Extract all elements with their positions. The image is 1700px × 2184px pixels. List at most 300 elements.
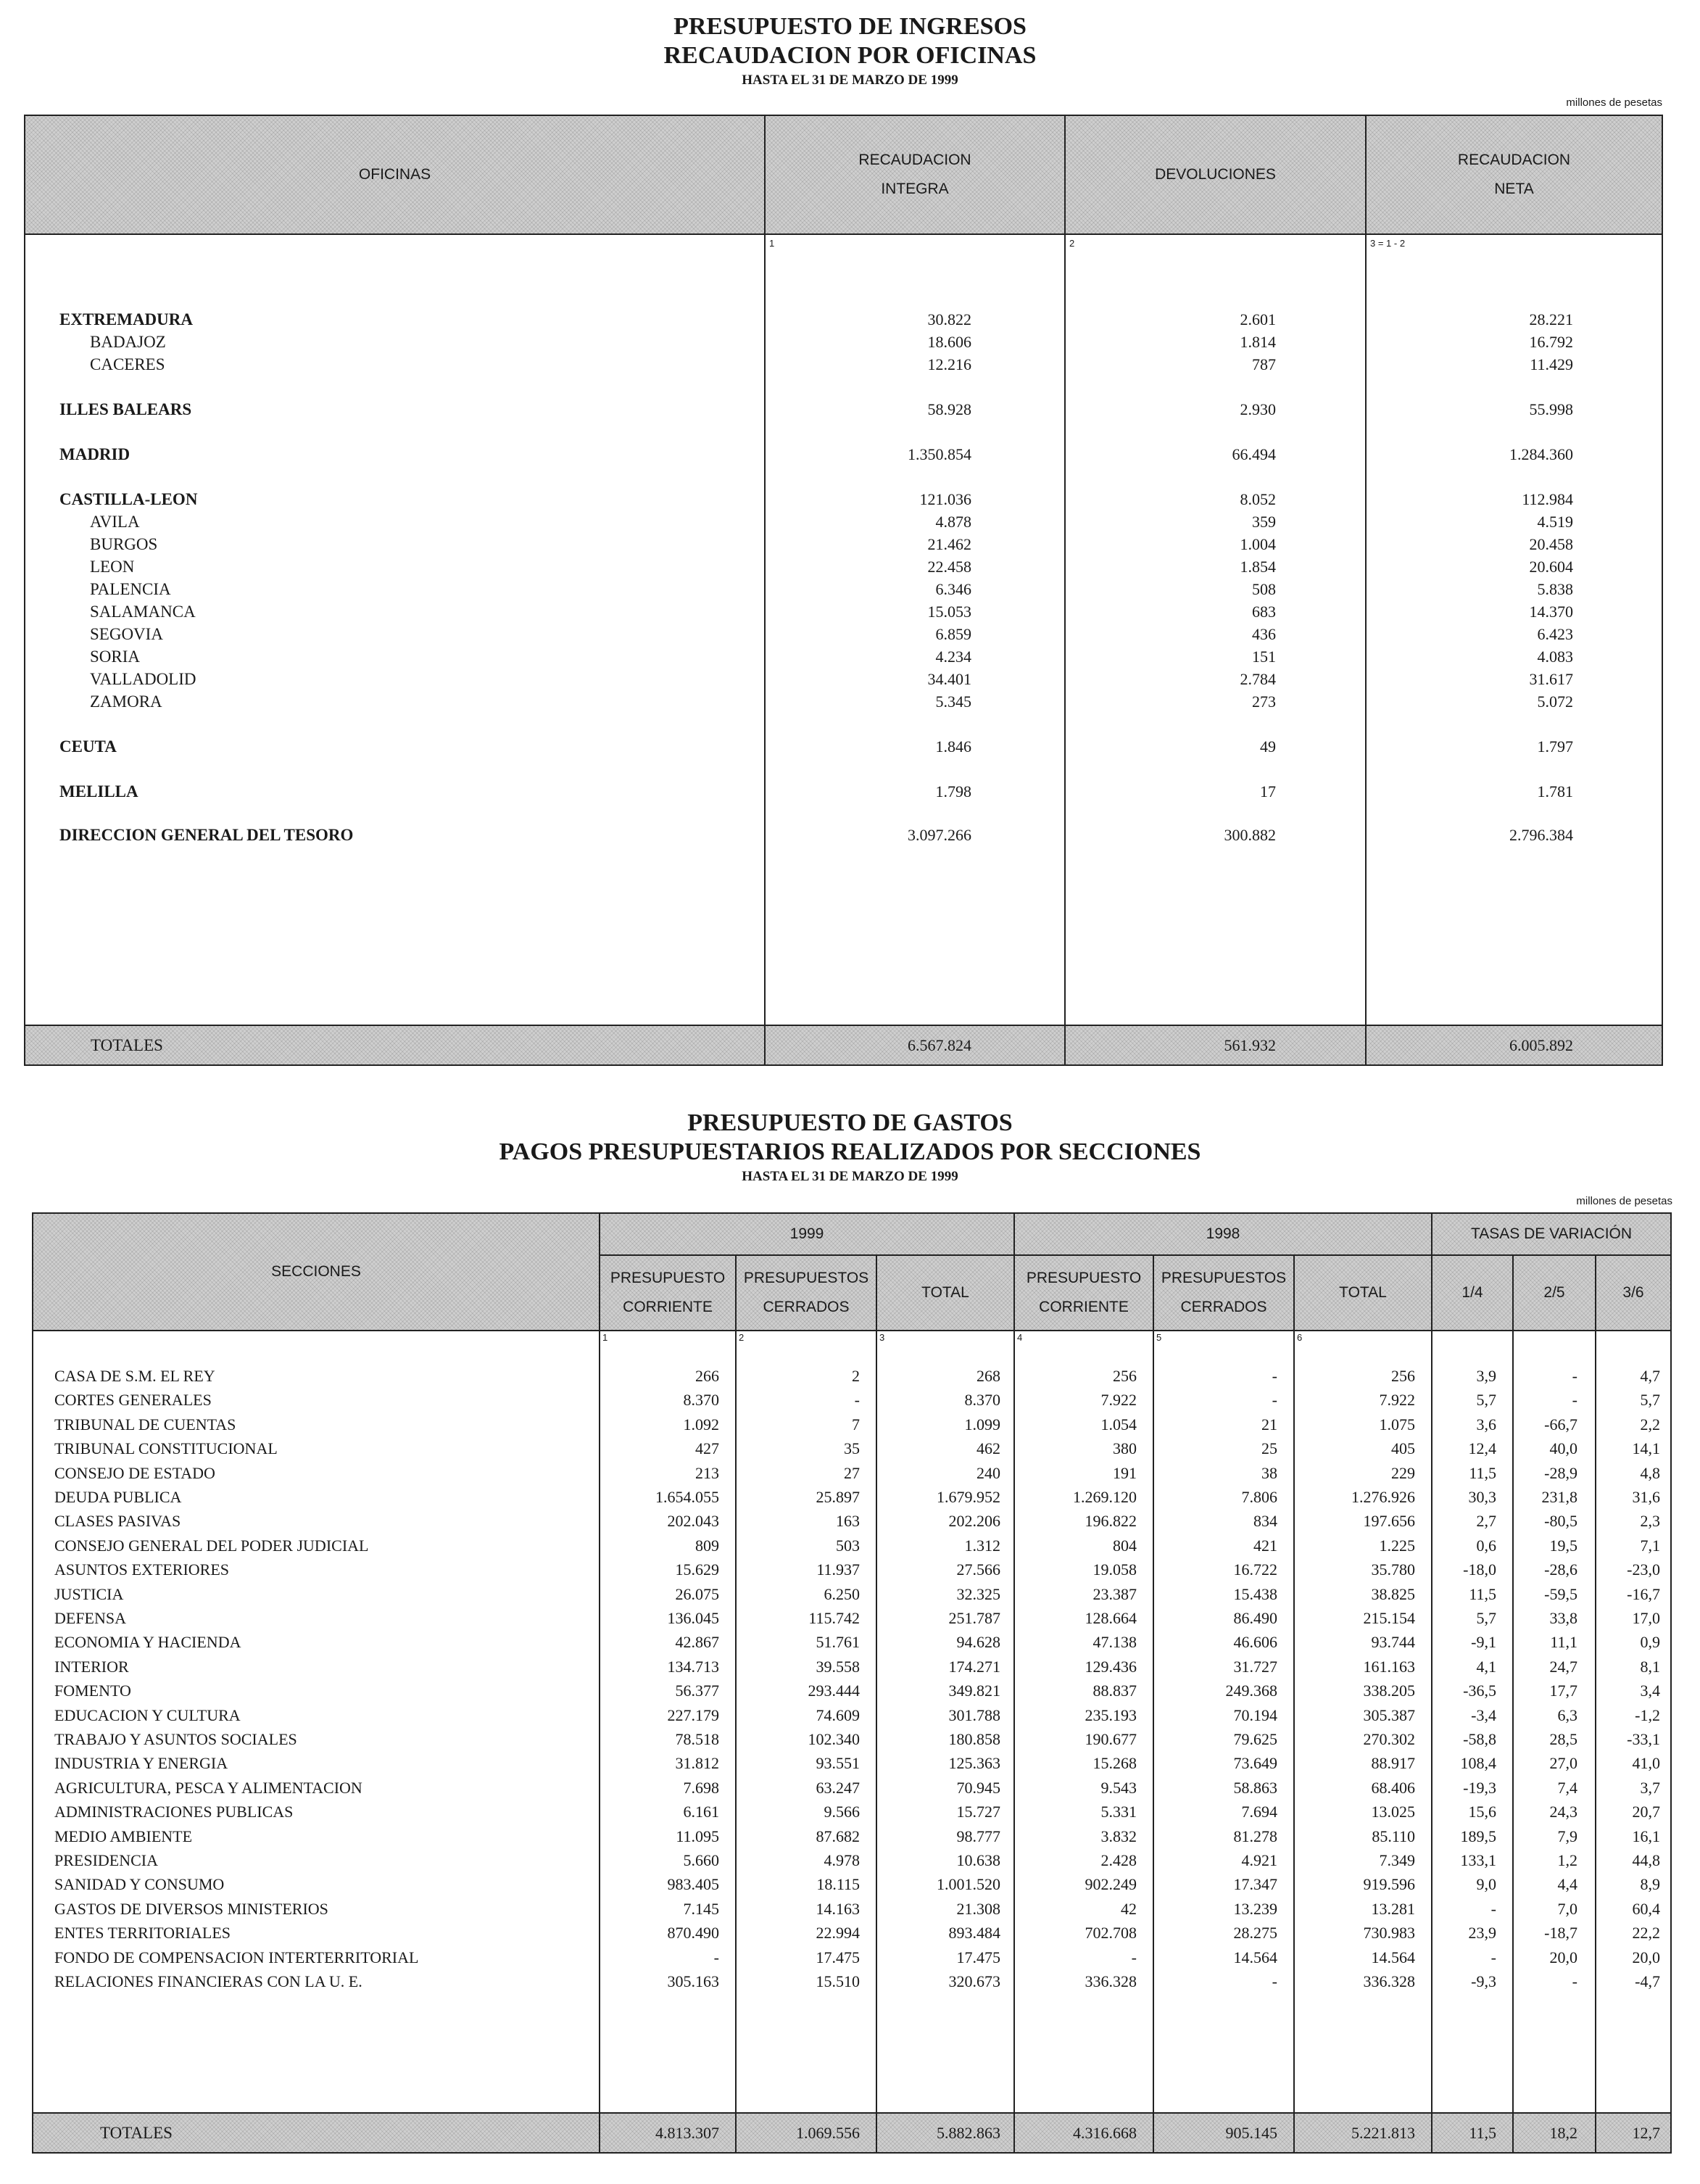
ingresos-title-1: PRESUPUESTO DE INGRESOS bbox=[673, 13, 1027, 40]
gastos-cell-cerrados-1998: 14.564 bbox=[1233, 1948, 1277, 1966]
ingresos-cell-neta: 112.984 bbox=[1522, 490, 1573, 508]
ingresos-cell-neta: 4.519 bbox=[1537, 513, 1573, 531]
gastos-cell-t14: 4,1 bbox=[1476, 1658, 1496, 1676]
gastos-cell-total-1999: 10.638 bbox=[956, 1851, 1000, 1869]
gastos-cell-t25: 17,7 bbox=[1549, 1682, 1577, 1700]
gastos-cell-cerrados-1999: - bbox=[854, 1391, 860, 1409]
gastos-cell-cerrados-1998: 70.194 bbox=[1233, 1706, 1277, 1724]
gastos-cell-total-1998: 7.349 bbox=[1379, 1851, 1415, 1869]
ingresos-row-label: CEUTA bbox=[59, 737, 117, 756]
gastos-cell-corriente-1999: 15.629 bbox=[675, 1560, 719, 1579]
gastos-total-t25: 18,2 bbox=[1549, 2124, 1577, 2142]
gastos-cell-total-1998: 13.281 bbox=[1371, 1900, 1415, 1918]
ingresos-row-label: SORIA bbox=[90, 648, 141, 666]
gastos-cell-corriente-1998: 1.269.120 bbox=[1073, 1488, 1137, 1506]
gastos-cell-cerrados-1999: 27 bbox=[844, 1464, 860, 1482]
gastos-cell-t25: - bbox=[1572, 1367, 1577, 1385]
gastos-cell-cerrados-1999: 503 bbox=[836, 1536, 860, 1555]
gastos-cell-t36: 3,4 bbox=[1640, 1682, 1660, 1700]
ingresos-row-label: VALLADOLID bbox=[90, 670, 196, 688]
ingresos-cell-integra: 5.345 bbox=[935, 692, 971, 711]
gastos-cell-t14: -19,3 bbox=[1463, 1779, 1496, 1797]
gastos-cell-t25: 19,5 bbox=[1549, 1536, 1577, 1555]
ingresos-cell-neta: 20.458 bbox=[1529, 535, 1573, 553]
gastos-cell-cerrados-1998: - bbox=[1272, 1367, 1277, 1385]
gastos-cell-t36: -23,0 bbox=[1627, 1560, 1660, 1579]
gastos-cell-corriente-1999: 7.698 bbox=[683, 1779, 719, 1797]
gastos-header-total-1998: TOTAL bbox=[1339, 1284, 1387, 1301]
gastos-cell-t36: 60,4 bbox=[1632, 1900, 1660, 1918]
gastos-total-total-1999: 5.882.863 bbox=[937, 2124, 1000, 2142]
ingresos-cell-dev: 17 bbox=[1260, 782, 1276, 801]
gastos-cell-cerrados-1999: 2 bbox=[852, 1367, 860, 1385]
gastos-cell-cerrados-1999: 15.510 bbox=[816, 1972, 860, 1990]
gastos-cell-cerrados-1999: 6.250 bbox=[824, 1585, 860, 1603]
gastos-cell-total-1998: 215.154 bbox=[1363, 1609, 1415, 1627]
gastos-cell-corriente-1999: 305.163 bbox=[667, 1972, 719, 1990]
gastos-cell-corriente-1998: 3.832 bbox=[1100, 1827, 1137, 1845]
gastos-cell-total-1999: 94.628 bbox=[956, 1633, 1000, 1651]
gastos-cell-total-1999: 70.945 bbox=[956, 1779, 1000, 1797]
gastos-cell-total-1998: 229 bbox=[1391, 1464, 1415, 1482]
gastos-cell-t25: 231,8 bbox=[1541, 1488, 1577, 1506]
ingresos-cell-dev: 1.814 bbox=[1240, 333, 1276, 351]
gastos-cell-t36: 4,8 bbox=[1640, 1464, 1660, 1482]
gastos-cell-total-1999: 8.370 bbox=[964, 1391, 1000, 1409]
gastos-cell-t14: 15,6 bbox=[1468, 1803, 1496, 1821]
ingresos-cell-neta: 1.781 bbox=[1537, 782, 1573, 801]
gastos-cell-total-1998: 1.075 bbox=[1379, 1415, 1415, 1434]
gastos-cell-cerrados-1998: 21 bbox=[1261, 1415, 1277, 1434]
gastos-cell-t36: 20,7 bbox=[1632, 1803, 1660, 1821]
gastos-cell-t25: 27,0 bbox=[1549, 1754, 1577, 1772]
gastos-row-label: INDUSTRIA Y ENERGIA bbox=[54, 1754, 228, 1772]
gastos-cell-corriente-1998: - bbox=[1131, 1948, 1137, 1966]
gastos-cell-t36: 22,2 bbox=[1632, 1924, 1660, 1942]
gastos-row-label: CASA DE S.M. EL REY bbox=[54, 1367, 215, 1385]
ingresos-cell-neta: 31.617 bbox=[1529, 670, 1573, 688]
gastos-cell-corriente-1998: 19.058 bbox=[1092, 1560, 1137, 1579]
ingresos-cell-integra: 22.458 bbox=[927, 558, 971, 576]
gastos-colnum: 5 bbox=[1156, 1332, 1162, 1343]
ingresos-header-oficinas: OFICINAS bbox=[358, 166, 431, 183]
ingresos-row-label: EXTREMADURA bbox=[59, 310, 193, 328]
gastos-row-label: FOMENTO bbox=[54, 1682, 131, 1700]
gastos-cell-t25: - bbox=[1572, 1391, 1577, 1409]
gastos-header-t36: 3/6 bbox=[1622, 1284, 1644, 1301]
gastos-cell-t36: 8,9 bbox=[1640, 1875, 1660, 1893]
gastos-cell-corriente-1998: 702.708 bbox=[1085, 1924, 1137, 1942]
gastos-cell-corriente-1998: 804 bbox=[1113, 1536, 1137, 1555]
gastos-row-label: TRIBUNAL DE CUENTAS bbox=[54, 1415, 236, 1434]
gastos-cell-t25: - bbox=[1572, 1972, 1577, 1990]
ingresos-cell-neta: 28.221 bbox=[1529, 310, 1573, 328]
gastos-cell-t25: 7,0 bbox=[1557, 1900, 1577, 1918]
gastos-row-label: SANIDAD Y CONSUMO bbox=[54, 1875, 225, 1893]
gastos-totals-label: TOTALES bbox=[100, 2124, 173, 2142]
gastos-cell-corriente-1999: 136.045 bbox=[667, 1609, 719, 1627]
ingresos-cell-dev: 508 bbox=[1252, 580, 1276, 598]
gastos-cell-cerrados-1999: 22.994 bbox=[816, 1924, 860, 1942]
gastos-header-cerrados-1999: PRESUPUESTOS CERRADOS bbox=[743, 1270, 869, 1315]
gastos-cell-corriente-1999: 809 bbox=[695, 1536, 719, 1555]
ingresos-row-label: CACERES bbox=[90, 355, 165, 373]
gastos-cell-cerrados-1998: - bbox=[1272, 1972, 1277, 1990]
ingresos-cell-dev: 49 bbox=[1260, 737, 1276, 756]
gastos-cell-corriente-1998: 336.328 bbox=[1085, 1972, 1137, 1990]
gastos-cell-t25: 28,5 bbox=[1549, 1730, 1577, 1748]
gastos-cell-corriente-1998: 191 bbox=[1113, 1464, 1137, 1482]
gastos-cell-t25: -18,7 bbox=[1544, 1924, 1577, 1942]
gastos-cell-t14: 11,5 bbox=[1469, 1585, 1496, 1603]
gastos-cell-total-1998: 14.564 bbox=[1371, 1948, 1415, 1966]
ingresos-header-neta: RECAUDACION NETA bbox=[1457, 152, 1571, 197]
gastos-cell-total-1998: 93.744 bbox=[1371, 1633, 1415, 1651]
gastos-cell-corriente-1998: 23.387 bbox=[1092, 1585, 1137, 1603]
gastos-cell-t25: 1,2 bbox=[1557, 1851, 1577, 1869]
gastos-cell-corriente-1999: 42.867 bbox=[675, 1633, 719, 1651]
gastos-cell-total-1999: 27.566 bbox=[956, 1560, 1000, 1579]
gastos-cell-t14: 30,3 bbox=[1468, 1488, 1496, 1506]
gastos-cell-t14: 5,7 bbox=[1476, 1391, 1496, 1409]
gastos-cell-t36: -4,7 bbox=[1635, 1972, 1660, 1990]
gastos-cell-cerrados-1999: 51.761 bbox=[816, 1633, 860, 1651]
gastos-row-label: CORTES GENERALES bbox=[54, 1391, 212, 1409]
ingresos-subtitle: HASTA EL 31 DE MARZO DE 1999 bbox=[742, 73, 958, 88]
gastos-cell-t14: -9,1 bbox=[1471, 1633, 1496, 1651]
gastos-cell-total-1999: 301.788 bbox=[948, 1706, 1000, 1724]
gastos-cell-total-1999: 1.001.520 bbox=[937, 1875, 1000, 1893]
gastos-cell-corriente-1999: 266 bbox=[695, 1367, 719, 1385]
gastos-cell-corriente-1998: 196.822 bbox=[1085, 1512, 1137, 1530]
gastos-cell-cerrados-1999: 87.682 bbox=[816, 1827, 860, 1845]
gastos-cell-corriente-1998: 235.193 bbox=[1085, 1706, 1137, 1724]
gastos-cell-t14: - bbox=[1490, 1948, 1496, 1966]
gastos-cell-cerrados-1998: 421 bbox=[1253, 1536, 1277, 1555]
gastos-cell-corriente-1998: 902.249 bbox=[1085, 1875, 1137, 1893]
gastos-colnum: 4 bbox=[1017, 1332, 1023, 1343]
gastos-header-t25: 2/5 bbox=[1543, 1284, 1565, 1301]
gastos-cell-cerrados-1998: 79.625 bbox=[1233, 1730, 1277, 1748]
gastos-cell-t36: 4,7 bbox=[1640, 1367, 1660, 1385]
ingresos-cell-neta: 5.072 bbox=[1537, 692, 1573, 711]
gastos-cell-corriente-1999: 11.095 bbox=[676, 1827, 719, 1845]
gastos-total-corriente-1999: 4.813.307 bbox=[655, 2124, 719, 2142]
gastos-cell-cerrados-1998: 7.806 bbox=[1241, 1488, 1277, 1506]
gastos-row-label: MEDIO AMBIENTE bbox=[54, 1827, 193, 1845]
ingresos-row-label: BURGOS bbox=[90, 535, 158, 553]
gastos-cell-t14: 11,5 bbox=[1469, 1464, 1496, 1482]
gastos-cell-t14: -3,4 bbox=[1471, 1706, 1496, 1724]
gastos-title-1: PRESUPUESTO DE GASTOS bbox=[687, 1109, 1013, 1136]
gastos-cell-total-1998: 405 bbox=[1391, 1439, 1415, 1457]
gastos-cell-t14: 5,7 bbox=[1476, 1609, 1496, 1627]
gastos-cell-corriente-1998: 190.677 bbox=[1085, 1730, 1137, 1748]
gastos-cell-cerrados-1998: 31.727 bbox=[1233, 1658, 1277, 1676]
gastos-cell-cerrados-1999: 4.978 bbox=[824, 1851, 860, 1869]
ingresos-cell-dev: 2.601 bbox=[1240, 310, 1276, 328]
gastos-cell-corriente-1999: 427 bbox=[695, 1439, 719, 1457]
gastos-cell-total-1998: 13.025 bbox=[1371, 1803, 1415, 1821]
gastos-cell-t14: -36,5 bbox=[1463, 1682, 1496, 1700]
ingresos-cell-neta: 14.370 bbox=[1529, 603, 1573, 621]
gastos-cell-corriente-1998: 128.664 bbox=[1085, 1609, 1137, 1627]
gastos-header-total-1999: TOTAL bbox=[921, 1284, 969, 1301]
gastos-cell-total-1998: 1.225 bbox=[1379, 1536, 1415, 1555]
gastos-cell-t36: 17,0 bbox=[1632, 1609, 1660, 1627]
ingresos-header-devoluciones: DEVOLUCIONES bbox=[1155, 166, 1276, 183]
ingresos-cell-integra: 58.928 bbox=[927, 400, 971, 418]
gastos-cell-cerrados-1998: 15.438 bbox=[1233, 1585, 1277, 1603]
gastos-cell-t36: 8,1 bbox=[1640, 1658, 1660, 1676]
gastos-cell-t25: 40,0 bbox=[1549, 1439, 1577, 1457]
gastos-header-1998: 1998 bbox=[1206, 1225, 1240, 1242]
ingresos-cell-dev: 1.004 bbox=[1240, 535, 1276, 553]
gastos-header-corriente-1998: PRESUPUESTO CORRIENTE bbox=[1026, 1270, 1142, 1315]
gastos-cell-cerrados-1999: 115.742 bbox=[808, 1609, 860, 1627]
ingresos-cell-dev: 2.930 bbox=[1240, 400, 1276, 418]
gastos-cell-t25: -80,5 bbox=[1544, 1512, 1577, 1530]
gastos-cell-corriente-1998: 7.922 bbox=[1100, 1391, 1137, 1409]
gastos-cell-corriente-1998: 47.138 bbox=[1092, 1633, 1137, 1651]
ingresos-row-label: MADRID bbox=[59, 445, 130, 463]
ingresos-colnum: 1 bbox=[769, 238, 775, 249]
gastos-cell-corriente-1998: 2.428 bbox=[1100, 1851, 1137, 1869]
gastos-cell-t14: 3,6 bbox=[1476, 1415, 1496, 1434]
gastos-cell-cerrados-1999: 93.551 bbox=[816, 1754, 860, 1772]
gastos-cell-total-1999: 15.727 bbox=[956, 1803, 1000, 1821]
gastos-cell-total-1998: 338.205 bbox=[1363, 1682, 1415, 1700]
gastos-cell-total-1998: 38.825 bbox=[1371, 1585, 1415, 1603]
gastos-cell-corriente-1999: 213 bbox=[695, 1464, 719, 1482]
ingresos-cell-integra: 34.401 bbox=[927, 670, 971, 688]
ingresos-cell-integra: 1.350.854 bbox=[908, 445, 971, 463]
gastos-cell-t36: 2,3 bbox=[1640, 1512, 1660, 1530]
ingresos-cell-neta: 6.423 bbox=[1537, 625, 1573, 643]
ingresos-cell-neta: 11.429 bbox=[1530, 355, 1573, 373]
gastos-header-1999: 1999 bbox=[789, 1225, 824, 1242]
gastos-cell-t14: 2,7 bbox=[1476, 1512, 1496, 1530]
gastos-cell-t36: 16,1 bbox=[1632, 1827, 1660, 1845]
gastos-total-t14: 11,5 bbox=[1469, 2124, 1496, 2142]
ingresos-cell-dev: 8.052 bbox=[1240, 490, 1276, 508]
gastos-cell-total-1999: 268 bbox=[977, 1367, 1000, 1385]
gastos-cell-total-1999: 320.673 bbox=[948, 1972, 1000, 1990]
gastos-cell-t14: 9,0 bbox=[1476, 1875, 1496, 1893]
gastos-cell-t14: -9,3 bbox=[1471, 1972, 1496, 1990]
ingresos-cell-dev: 359 bbox=[1252, 513, 1276, 531]
gastos-cell-corriente-1998: 88.837 bbox=[1092, 1682, 1137, 1700]
gastos-cell-corriente-1999: 5.660 bbox=[683, 1851, 719, 1869]
gastos-cell-total-1998: 730.983 bbox=[1363, 1924, 1415, 1942]
gastos-cell-total-1998: 336.328 bbox=[1363, 1972, 1415, 1990]
gastos-cell-t25: 24,3 bbox=[1549, 1803, 1577, 1821]
gastos-row-label: PRESIDENCIA bbox=[54, 1851, 159, 1869]
ingresos-cell-integra: 21.462 bbox=[927, 535, 971, 553]
gastos-cell-cerrados-1999: 11.937 bbox=[816, 1560, 860, 1579]
gastos-cell-t25: 24,7 bbox=[1549, 1658, 1577, 1676]
ingresos-units: millones de pesetas bbox=[1566, 96, 1662, 109]
ingresos-cell-dev: 66.494 bbox=[1232, 445, 1276, 463]
gastos-cell-t14: -58,8 bbox=[1463, 1730, 1496, 1748]
ingresos-cell-neta: 55.998 bbox=[1529, 400, 1573, 418]
ingresos-row-label: BADAJOZ bbox=[90, 333, 166, 351]
ingresos-cell-integra: 15.053 bbox=[927, 603, 971, 621]
ingresos-row-label: MELILLA bbox=[59, 782, 138, 801]
gastos-cell-cerrados-1999: 74.609 bbox=[816, 1706, 860, 1724]
gastos-cell-total-1998: 7.922 bbox=[1379, 1391, 1415, 1409]
gastos-cell-cerrados-1999: 102.340 bbox=[808, 1730, 860, 1748]
gastos-cell-total-1999: 17.475 bbox=[956, 1948, 1000, 1966]
gastos-cell-corriente-1998: 380 bbox=[1113, 1439, 1137, 1457]
gastos-cell-t14: -18,0 bbox=[1463, 1560, 1496, 1579]
ingresos-title-2: RECAUDACION POR OFICINAS bbox=[663, 42, 1037, 69]
gastos-row-label: CONSEJO DE ESTADO bbox=[54, 1464, 215, 1482]
ingresos-total-neta: 6.005.892 bbox=[1509, 1036, 1573, 1054]
gastos-cell-total-1999: 1.312 bbox=[964, 1536, 1000, 1555]
gastos-cell-cerrados-1998: 17.347 bbox=[1233, 1875, 1277, 1893]
gastos-colnum: 3 bbox=[879, 1332, 885, 1343]
gastos-row-label: AGRICULTURA, PESCA Y ALIMENTACION bbox=[54, 1779, 362, 1797]
gastos-cell-corriente-1999: 6.161 bbox=[683, 1803, 719, 1821]
gastos-cell-total-1998: 919.596 bbox=[1363, 1875, 1415, 1893]
gastos-cell-total-1999: 251.787 bbox=[948, 1609, 1000, 1627]
gastos-header-t14: 1/4 bbox=[1461, 1284, 1483, 1301]
gastos-header-corriente-1999: PRESUPUESTO CORRIENTE bbox=[610, 1270, 726, 1315]
gastos-cell-t25: 4,4 bbox=[1557, 1875, 1577, 1893]
ingresos-cell-neta: 20.604 bbox=[1529, 558, 1573, 576]
gastos-cell-cerrados-1999: 63.247 bbox=[816, 1779, 860, 1797]
ingresos-cell-neta: 16.792 bbox=[1529, 333, 1573, 351]
gastos-cell-corriente-1999: 78.518 bbox=[675, 1730, 719, 1748]
gastos-units: millones de pesetas bbox=[1576, 1195, 1672, 1207]
gastos-cell-total-1999: 174.271 bbox=[948, 1658, 1000, 1676]
gastos-row-label: DEUDA PUBLICA bbox=[54, 1488, 182, 1506]
gastos-cell-t36: 2,2 bbox=[1640, 1415, 1660, 1434]
gastos-row-label: FONDO DE COMPENSACION INTERTERRITORIAL bbox=[54, 1948, 419, 1966]
gastos-cell-cerrados-1999: 25.897 bbox=[816, 1488, 860, 1506]
ingresos-row-label: SALAMANCA bbox=[90, 603, 196, 621]
gastos-row-label: TRABAJO Y ASUNTOS SOCIALES bbox=[54, 1730, 297, 1748]
gastos-row-label: INTERIOR bbox=[54, 1658, 129, 1676]
gastos-cell-corriente-1999: 7.145 bbox=[683, 1900, 719, 1918]
gastos-cell-t36: 5,7 bbox=[1640, 1391, 1660, 1409]
gastos-cell-cerrados-1998: 25 bbox=[1261, 1439, 1277, 1457]
gastos-cell-t14: 23,9 bbox=[1468, 1924, 1496, 1942]
gastos-title-2: PAGOS PRESUPUESTARIOS REALIZADOS POR SECCIONES bbox=[499, 1138, 1201, 1165]
gastos-cell-cerrados-1999: 18.115 bbox=[816, 1875, 860, 1893]
gastos-colnum: 1 bbox=[602, 1332, 608, 1343]
gastos-total-corriente-1998: 4.316.668 bbox=[1073, 2124, 1137, 2142]
ingresos-total-integra: 6.567.824 bbox=[908, 1036, 971, 1054]
gastos-row-label: ADMINISTRACIONES PUBLICAS bbox=[54, 1803, 294, 1821]
gastos-cell-corriente-1998: 42 bbox=[1121, 1900, 1137, 1918]
gastos-cell-t14: - bbox=[1490, 1900, 1496, 1918]
gastos-cell-corriente-1998: 1.054 bbox=[1100, 1415, 1137, 1434]
gastos-cell-total-1998: 161.163 bbox=[1363, 1658, 1415, 1676]
gastos-cell-corriente-1999: 983.405 bbox=[667, 1875, 719, 1893]
gastos-row-label: CONSEJO GENERAL DEL PODER JUDICIAL bbox=[54, 1536, 369, 1555]
gastos-cell-cerrados-1999: 7 bbox=[852, 1415, 860, 1434]
ingresos-cell-dev: 1.854 bbox=[1240, 558, 1276, 576]
gastos-cell-total-1999: 462 bbox=[977, 1439, 1000, 1457]
gastos-cell-corriente-1999: 26.075 bbox=[675, 1585, 719, 1603]
gastos-cell-t36: -33,1 bbox=[1627, 1730, 1660, 1748]
gastos-cell-cerrados-1998: 86.490 bbox=[1233, 1609, 1277, 1627]
gastos-cell-cerrados-1998: 58.863 bbox=[1233, 1779, 1277, 1797]
ingresos-cell-dev: 151 bbox=[1252, 648, 1276, 666]
ingresos-cell-neta: 1.284.360 bbox=[1509, 445, 1573, 463]
gastos-cell-cerrados-1998: 73.649 bbox=[1233, 1754, 1277, 1772]
gastos-cell-corriente-1999: 202.043 bbox=[667, 1512, 719, 1530]
ingresos-cell-dev: 436 bbox=[1252, 625, 1276, 643]
gastos-cell-cerrados-1998: 38 bbox=[1261, 1464, 1277, 1482]
gastos-cell-t36: 20,0 bbox=[1632, 1948, 1660, 1966]
gastos-cell-t36: 44,8 bbox=[1632, 1851, 1660, 1869]
gastos-cell-corriente-1998: 5.331 bbox=[1100, 1803, 1137, 1821]
ingresos-cell-integra: 4.234 bbox=[935, 648, 971, 666]
ingresos-cell-integra: 121.036 bbox=[919, 490, 971, 508]
gastos-cell-t25: 7,9 bbox=[1557, 1827, 1577, 1845]
ingresos-cell-neta: 4.083 bbox=[1537, 648, 1573, 666]
gastos-cell-total-1998: 305.387 bbox=[1363, 1706, 1415, 1724]
gastos-cell-total-1999: 349.821 bbox=[948, 1682, 1000, 1700]
ingresos-cell-integra: 1.846 bbox=[935, 737, 971, 756]
gastos-cell-t36: 0,9 bbox=[1640, 1633, 1660, 1651]
gastos-cell-t25: -28,9 bbox=[1544, 1464, 1577, 1482]
gastos-cell-corriente-1999: 8.370 bbox=[683, 1391, 719, 1409]
gastos-cell-cerrados-1999: 35 bbox=[844, 1439, 860, 1457]
gastos-cell-corriente-1998: 129.436 bbox=[1085, 1658, 1137, 1676]
gastos-cell-corriente-1999: 1.092 bbox=[683, 1415, 719, 1434]
ingresos-cell-integra: 12.216 bbox=[927, 355, 971, 373]
gastos-cell-total-1999: 125.363 bbox=[948, 1754, 1000, 1772]
gastos-header-cerrados-1998: PRESUPUESTOS CERRADOS bbox=[1161, 1270, 1287, 1315]
gastos-cell-cerrados-1998: - bbox=[1272, 1391, 1277, 1409]
gastos-cell-corriente-1999: 56.377 bbox=[675, 1682, 719, 1700]
gastos-cell-cerrados-1998: 4.921 bbox=[1241, 1851, 1277, 1869]
gastos-cell-total-1998: 197.656 bbox=[1363, 1512, 1415, 1530]
ingresos-cell-neta: 2.796.384 bbox=[1509, 826, 1573, 844]
ingresos-cell-neta: 5.838 bbox=[1537, 580, 1573, 598]
gastos-cell-t25: 20,0 bbox=[1549, 1948, 1577, 1966]
ingresos-cell-integra: 6.859 bbox=[935, 625, 971, 643]
ingresos-cell-integra: 4.878 bbox=[935, 513, 971, 531]
gastos-cell-total-1999: 21.308 bbox=[956, 1900, 1000, 1918]
gastos-cell-t14: 3,9 bbox=[1476, 1367, 1496, 1385]
ingresos-row-label: ILLES BALEARS bbox=[59, 400, 192, 418]
gastos-cell-corriente-1999: 870.490 bbox=[667, 1924, 719, 1942]
gastos-row-label: ECONOMIA Y HACIENDA bbox=[54, 1633, 241, 1651]
gastos-cell-cerrados-1999: 9.566 bbox=[824, 1803, 860, 1821]
gastos-cell-total-1999: 893.484 bbox=[948, 1924, 1000, 1942]
gastos-row-label: ENTES TERRITORIALES bbox=[54, 1924, 231, 1942]
gastos-cell-total-1999: 180.858 bbox=[948, 1730, 1000, 1748]
gastos-total-cerrados-1999: 1.069.556 bbox=[796, 2124, 860, 2142]
gastos-cell-t36: 3,7 bbox=[1640, 1779, 1660, 1797]
ingresos-row-label: DIRECCION GENERAL DEL TESORO bbox=[59, 826, 354, 844]
ingresos-cell-integra: 18.606 bbox=[927, 333, 971, 351]
gastos-row-label: GASTOS DE DIVERSOS MINISTERIOS bbox=[54, 1900, 328, 1918]
gastos-row-label: TRIBUNAL CONSTITUCIONAL bbox=[54, 1439, 278, 1457]
gastos-cell-t25: 7,4 bbox=[1557, 1779, 1577, 1797]
gastos-cell-total-1999: 202.206 bbox=[948, 1512, 1000, 1530]
gastos-cell-t36: 41,0 bbox=[1632, 1754, 1660, 1772]
ingresos-row-label: CASTILLA-LEON bbox=[59, 490, 198, 508]
gastos-cell-t25: 6,3 bbox=[1557, 1706, 1577, 1724]
ingresos-cell-integra: 30.822 bbox=[927, 310, 971, 328]
gastos-cell-cerrados-1998: 249.368 bbox=[1225, 1682, 1277, 1700]
